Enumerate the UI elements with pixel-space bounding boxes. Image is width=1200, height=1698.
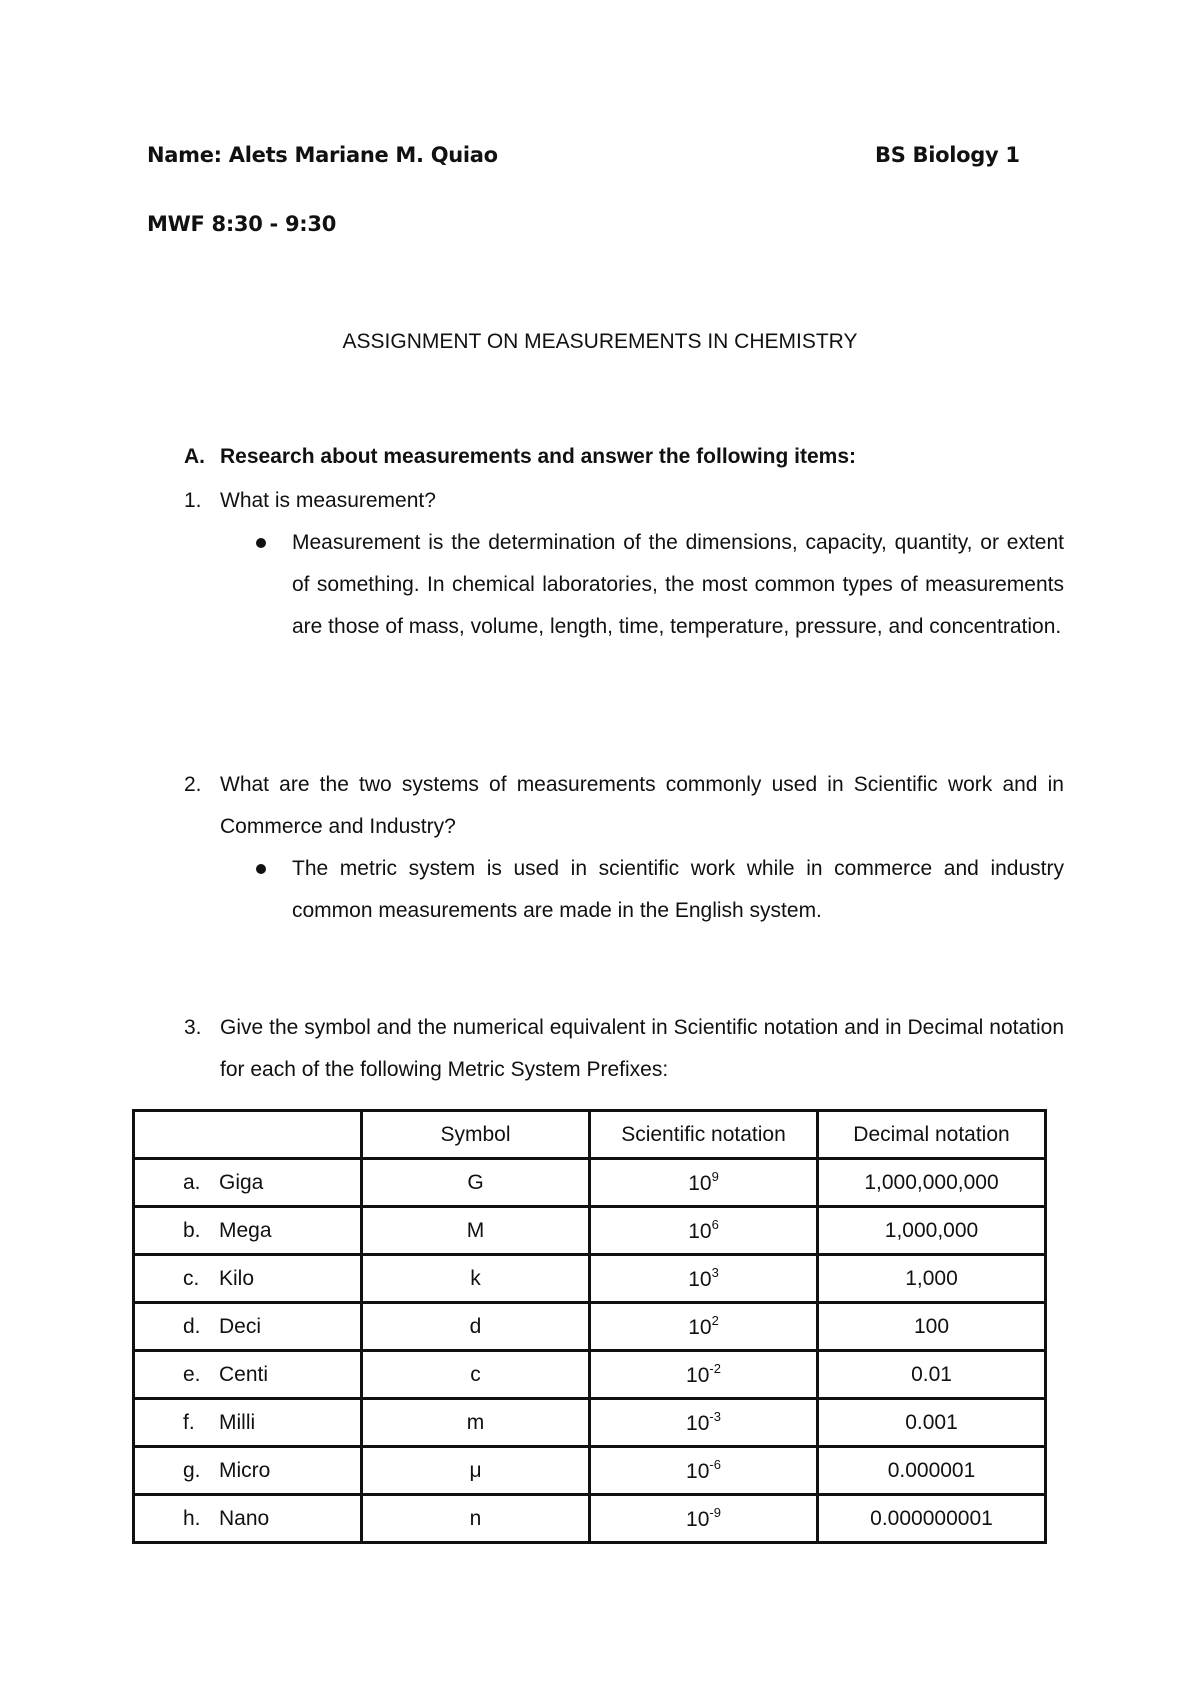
sci-exponent: -3 [709,1409,721,1424]
decimal-cell: 0.01 [818,1351,1046,1399]
sci-exponent: -6 [709,1457,721,1472]
header-cell-symbol: Symbol [362,1111,590,1159]
question-number: 2. [184,773,202,796]
sci-base: 10 [686,1460,710,1483]
sci-base: 10 [688,1316,712,1339]
table-row [134,1399,1046,1447]
sci-base: 10 [686,1412,710,1435]
bullet-icon [256,864,266,874]
decimal-cell: 0.000000001 [818,1495,1046,1543]
prefix-name: Centi [219,1362,269,1386]
decimal-cell: 100 [818,1303,1046,1351]
header-cell-blank [134,1111,362,1159]
sci-exponent: -2 [709,1361,721,1376]
header-cell-decimal: Decimal notation [818,1111,1046,1159]
table-row [134,1351,1046,1399]
symbol-cell: c [362,1351,590,1399]
sci-base: 10 [688,1220,712,1243]
answer-text: Measurement is the determination of the dimensions, capacity, quantity, or extent of something. In chemical laboratories, the most common types of measurements are those of mass, volume, length, time, temperature, pressure, and concentration. [292,531,1064,638]
table-row [134,1303,1046,1351]
row-label: b. [183,1218,201,1242]
table-header-row [134,1111,1046,1159]
answer-text: The metric system is used in scientific work while in commerce and industry common measurements are made in the English system. [292,857,1064,922]
row-label: h. [183,1506,201,1530]
row-label: e. [183,1362,201,1386]
prefix-cell [134,1399,362,1447]
symbol-cell: d [362,1303,590,1351]
prefix-name: Giga [219,1170,264,1194]
prefix-name: Kilo [219,1266,255,1290]
prefix-cell [134,1495,362,1543]
answer-2 [256,848,1064,932]
table-row [134,1255,1046,1303]
sci-exponent: 6 [711,1217,719,1232]
section-text: Research about measurements and answer the following items: [220,445,856,468]
row-label: a. [183,1170,201,1194]
table-row [134,1207,1046,1255]
sci-exponent: 2 [711,1313,719,1328]
symbol-cell: μ [362,1447,590,1495]
symbol-cell: k [362,1255,590,1303]
decimal-cell: 1,000,000 [818,1207,1046,1255]
prefix-name: Micro [219,1458,271,1482]
prefix-cell [134,1351,362,1399]
decimal-cell: 1,000 [818,1255,1046,1303]
scientific-cell [590,1303,818,1351]
section-label: A. [184,445,205,468]
scientific-cell [590,1159,818,1207]
scientific-cell [590,1351,818,1399]
row-label: g. [183,1458,201,1482]
answer-1 [256,522,1064,648]
metric-prefix-table [132,1109,1047,1544]
table-row [134,1159,1046,1207]
class-schedule: MWF 8:30 - 9:30 [147,212,337,236]
sci-exponent: -9 [709,1505,721,1520]
decimal-cell: 0.000001 [818,1447,1046,1495]
prefix-cell [134,1447,362,1495]
question-text: What are the two systems of measurements commonly used in Scientific work and in Commerce and Industry? [220,773,1064,838]
decimal-cell: 0.001 [818,1399,1046,1447]
table-row [134,1447,1046,1495]
sci-base: 10 [686,1364,710,1387]
row-label: f. [183,1410,195,1434]
question-number: 3. [184,1016,202,1039]
prefix-name: Milli [219,1410,256,1434]
prefix-name: Mega [219,1218,272,1242]
prefix-name: Deci [219,1314,262,1338]
table-row [134,1495,1046,1543]
prefix-cell [134,1255,362,1303]
sci-base: 10 [688,1172,712,1195]
symbol-cell: m [362,1399,590,1447]
sci-base: 10 [688,1268,712,1291]
question-3 [184,1007,1064,1091]
header-cell-scientific: Scientific notation [590,1111,818,1159]
sci-exponent: 3 [711,1265,719,1280]
symbol-cell: G [362,1159,590,1207]
row-label: d. [183,1314,201,1338]
student-name: Name: Alets Mariane M. Quiao [147,143,498,167]
bullet-icon [256,538,266,548]
scientific-cell [590,1207,818,1255]
question-text: Give the symbol and the numerical equivalent in Scientific notation and in Decimal notation for each of the following Metric System Prefixes: [220,1016,1064,1081]
section-heading [184,445,856,469]
question-2 [184,764,1064,848]
decimal-cell: 1,000,000,000 [818,1159,1046,1207]
scientific-cell [590,1495,818,1543]
course-label: BS Biology 1 [875,143,1020,167]
sci-base: 10 [686,1508,710,1531]
question-number: 1. [184,489,202,512]
prefix-cell [134,1159,362,1207]
question-text: What is measurement? [220,489,436,512]
symbol-cell: M [362,1207,590,1255]
prefix-cell [134,1207,362,1255]
symbol-cell: n [362,1495,590,1543]
scientific-cell [590,1399,818,1447]
assignment-title: ASSIGNMENT ON MEASUREMENTS IN CHEMISTRY [342,330,858,353]
prefix-cell [134,1303,362,1351]
prefix-name: Nano [219,1506,270,1530]
question-1 [184,480,1064,522]
row-label: c. [183,1266,200,1290]
scientific-cell [590,1255,818,1303]
sci-exponent: 9 [711,1169,719,1184]
scientific-cell [590,1447,818,1495]
